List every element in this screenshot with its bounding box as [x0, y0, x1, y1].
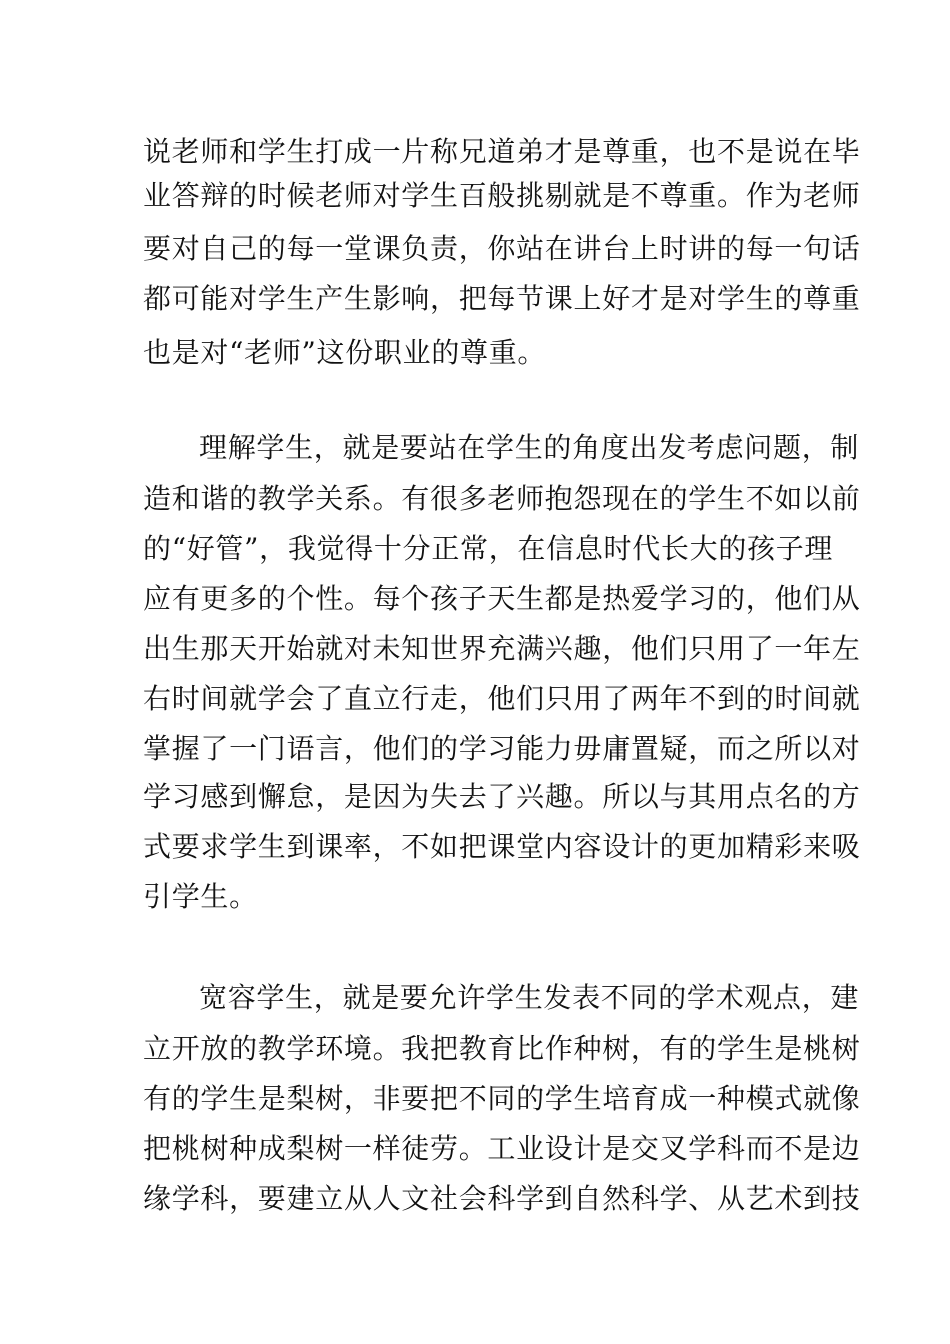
text-line: 说老师和学生打成一片称兄道弟才是尊重，也不是说在毕: [143, 135, 861, 168]
text-line: 右时间就学会了直立行走，他们只用了两年不到的时间就: [143, 682, 861, 715]
text-line: 缘学科，要建立从人文社会科学到自然科学、从艺术到技: [143, 1182, 861, 1215]
text-line: 应有更多的个性。每个孩子天生都是热爱学习的，他们从: [143, 582, 861, 615]
text-line: 造和谐的教学关系。有很多老师抱怨现在的学生不如以前: [143, 482, 861, 515]
text-line: 也是对“老师”这份职业的尊重。: [143, 336, 547, 369]
text-line: 式要求学生到课率，不如把课堂内容设计的更加精彩来吸: [143, 830, 861, 863]
text-line: 出生那天开始就对未知世界充满兴趣，他们只用了一年左: [143, 632, 861, 665]
text-line: 都可能对学生产生影响，把每节课上好才是对学生的尊重: [143, 282, 861, 315]
text-line: 引学生。: [143, 880, 258, 913]
text-line: 有的学生是梨树，非要把不同的学生培育成一种模式就像: [143, 1082, 861, 1115]
text-line: 要对自己的每一堂课负责，你站在讲台上时讲的每一句话: [143, 232, 861, 265]
text-line: 立开放的教学环境。我把教育比作种树，有的学生是桃树: [143, 1032, 861, 1065]
paragraph-first-line: 理解学生，就是要站在学生的角度出发考虑问题，制: [199, 431, 860, 464]
text-line: 把桃树种成梨树一样徒劳。工业设计是交叉学科而不是边: [143, 1132, 861, 1165]
text-line: 学习感到懈怠，是因为失去了兴趣。所以与其用点名的方: [143, 780, 861, 813]
paragraph-first-line: 宽容学生，就是要允许学生发表不同的学术观点，建: [199, 981, 860, 1014]
text-line: 业答辩的时候老师对学生百般挑剔就是不尊重。作为老师: [143, 179, 861, 212]
text-line: 掌握了一门语言，他们的学习能力毋庸置疑，而之所以对: [143, 732, 861, 765]
text-line: 的“好管”，我觉得十分正常，在信息时代长大的孩子理: [143, 532, 834, 565]
